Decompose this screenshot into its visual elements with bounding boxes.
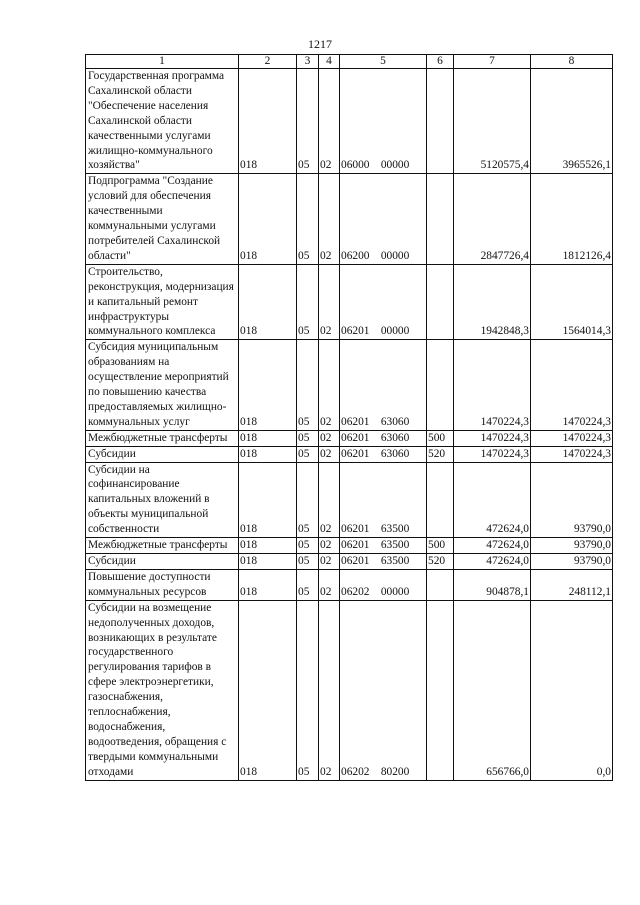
section-code-cell: 05 <box>297 174 319 264</box>
amount-year1-cell: 1942848,3 <box>454 264 531 340</box>
subsection-code-cell: 02 <box>319 340 340 430</box>
expense-type-cell <box>427 264 454 340</box>
amount-year2-cell: 93790,0 <box>531 538 613 554</box>
table-row <box>86 430 613 446</box>
program-code: 06201 <box>341 555 370 567</box>
amount-year1-cell: 904878,1 <box>454 569 531 600</box>
table-row <box>86 554 613 570</box>
target-article-cell <box>340 446 427 462</box>
ministry-code-cell: 018 <box>239 430 297 446</box>
program-code: 06202 <box>341 585 370 598</box>
table-body <box>86 69 613 781</box>
amount-year1-cell: 5120575,4 <box>454 69 531 174</box>
program-code: 06201 <box>341 325 370 338</box>
expense-name-cell: Субсидии на софинансирование капитальных вложений в объекты муниципальной собственности <box>86 462 239 538</box>
program-code: 06201 <box>341 431 370 444</box>
ministry-code-cell: 018 <box>239 538 297 554</box>
program-code: 06201 <box>341 415 370 428</box>
column-header: 4 <box>319 55 340 69</box>
amount-year2-cell: 1812126,4 <box>531 174 613 264</box>
column-header: 7 <box>454 55 531 69</box>
direction-code: 63500 <box>380 555 410 567</box>
target-article-cell <box>340 538 427 554</box>
column-header: 8 <box>531 55 613 69</box>
section-code-cell: 05 <box>297 69 319 174</box>
section-code-cell: 05 <box>297 264 319 340</box>
ministry-code-cell: 018 <box>239 600 297 780</box>
expense-name-cell: Межбюджетные трансферты <box>86 430 239 446</box>
subsection-code-cell: 02 <box>319 264 340 340</box>
subsection-code-cell: 02 <box>319 430 340 446</box>
subsection-code-cell: 02 <box>319 554 340 570</box>
expense-name-cell: Субсидии <box>86 554 239 570</box>
expense-type-cell <box>427 600 454 780</box>
program-code: 06201 <box>341 447 370 460</box>
table-row <box>86 538 613 554</box>
target-article-cell <box>340 600 427 780</box>
expense-type-cell: 500 <box>427 430 454 446</box>
amount-year2-cell: 1470224,3 <box>531 446 613 462</box>
section-code-cell: 05 <box>297 569 319 600</box>
target-article-cell <box>340 430 427 446</box>
section-code-cell: 05 <box>297 430 319 446</box>
section-code-cell: 05 <box>297 554 319 570</box>
expense-type-cell: 520 <box>427 446 454 462</box>
amount-year2-cell: 248112,1 <box>531 569 613 600</box>
target-article-cell <box>340 462 427 538</box>
table-row <box>86 340 613 430</box>
subsection-code-cell: 02 <box>319 446 340 462</box>
table-row <box>86 174 613 264</box>
expense-name-cell: Строительство, реконструкция, модернизация и капитальный ремонт инфраструктуры коммунального комплекса <box>86 264 239 340</box>
amount-year1-cell: 472624,0 <box>454 462 531 538</box>
section-code-cell: 05 <box>297 462 319 538</box>
table-row <box>86 446 613 462</box>
target-article-cell <box>340 340 427 430</box>
direction-code: 00000 <box>380 249 410 262</box>
table-row <box>86 462 613 538</box>
subsection-code-cell: 02 <box>319 174 340 264</box>
section-code-cell: 05 <box>297 600 319 780</box>
direction-code: 63500 <box>380 523 410 536</box>
table-row <box>86 600 613 780</box>
direction-code: 63060 <box>380 431 410 444</box>
direction-code: 00000 <box>380 585 410 598</box>
column-header: 3 <box>297 55 319 69</box>
section-code-cell: 05 <box>297 340 319 430</box>
amount-year2-cell: 1470224,3 <box>531 430 613 446</box>
table-row <box>86 69 613 174</box>
program-code: 06202 <box>341 765 370 778</box>
expense-type-cell: 520 <box>427 554 454 570</box>
column-header: 5 <box>340 55 427 69</box>
amount-year2-cell: 0,0 <box>531 600 613 780</box>
program-code: 06201 <box>341 539 370 552</box>
amount-year1-cell: 1470224,3 <box>454 446 531 462</box>
amount-year1-cell: 656766,0 <box>454 600 531 780</box>
section-code-cell: 05 <box>297 446 319 462</box>
ministry-code-cell: 018 <box>239 554 297 570</box>
direction-code: 80200 <box>380 765 410 778</box>
amount-year1-cell: 1470224,3 <box>454 430 531 446</box>
amount-year2-cell: 93790,0 <box>531 554 613 570</box>
ministry-code-cell: 018 <box>239 69 297 174</box>
amount-year2-cell: 3965526,1 <box>531 69 613 174</box>
target-article-cell <box>340 69 427 174</box>
program-code: 06200 <box>341 249 370 262</box>
table-row <box>86 264 613 340</box>
subsection-code-cell: 02 <box>319 538 340 554</box>
column-header: 6 <box>427 55 454 69</box>
page-number: 1217 <box>308 37 332 51</box>
ministry-code-cell: 018 <box>239 340 297 430</box>
target-article-cell <box>340 554 427 570</box>
direction-code: 00000 <box>380 159 410 172</box>
expense-name-cell: Государственная программа Сахалинской области "Обеспечение населения Сахалинской области качественными услугами жилищно-коммунального хозяйства" <box>86 69 239 174</box>
direction-code: 63060 <box>380 447 410 460</box>
expense-name-cell: Субсидия муниципальным образованиям на осуществление мероприятий по повышению качества предоставляемых жилищно-коммунальных услуг <box>86 340 239 430</box>
amount-year1-cell: 472624,0 <box>454 554 531 570</box>
header-row <box>86 55 613 69</box>
expense-type-cell <box>427 462 454 538</box>
ministry-code-cell: 018 <box>239 174 297 264</box>
subsection-code-cell: 02 <box>319 462 340 538</box>
section-code-cell: 05 <box>297 538 319 554</box>
expense-name-cell: Повышение доступности коммунальных ресурсов <box>86 569 239 600</box>
ministry-code-cell: 018 <box>239 462 297 538</box>
amount-year1-cell: 472624,0 <box>454 538 531 554</box>
expense-type-cell <box>427 340 454 430</box>
amount-year1-cell: 2847726,4 <box>454 174 531 264</box>
amount-year2-cell: 1564014,3 <box>531 264 613 340</box>
direction-code: 63060 <box>380 415 410 428</box>
column-header: 1 <box>86 55 239 69</box>
program-code: 06201 <box>341 523 370 536</box>
expense-name-cell: Субсидии на возмещение недополученных доходов, возникающих в результате государственного регулирования тарифов в сфере электроэнергетики, газоснабжения, теплоснабжения, водоснабжения, водоотведения, обращения с твердыми коммунальными отходами <box>86 600 239 780</box>
amount-year2-cell: 93790,0 <box>531 462 613 538</box>
expense-type-cell <box>427 174 454 264</box>
direction-code: 63500 <box>380 539 410 552</box>
expense-name-cell: Субсидии <box>86 446 239 462</box>
amount-year2-cell: 1470224,3 <box>531 340 613 430</box>
subsection-code-cell: 02 <box>319 600 340 780</box>
ministry-code-cell: 018 <box>239 569 297 600</box>
expense-type-cell <box>427 69 454 174</box>
target-article-cell <box>340 569 427 600</box>
subsection-code-cell: 02 <box>319 569 340 600</box>
amount-year1-cell: 1470224,3 <box>454 340 531 430</box>
column-header: 2 <box>239 55 297 69</box>
expense-name-cell: Подпрограмма "Создание условий для обеспечения качественными коммунальными услугами потребителей Сахалинской области" <box>86 174 239 264</box>
subsection-code-cell: 02 <box>319 69 340 174</box>
target-article-cell <box>340 264 427 340</box>
program-code: 06000 <box>341 159 370 172</box>
target-article-cell <box>340 174 427 264</box>
direction-code: 00000 <box>380 325 410 338</box>
expense-name-cell: Межбюджетные трансферты <box>86 538 239 554</box>
ministry-code-cell: 018 <box>239 446 297 462</box>
expense-type-cell: 500 <box>427 538 454 554</box>
budget-table <box>85 54 613 781</box>
table-row <box>86 569 613 600</box>
expense-type-cell <box>427 569 454 600</box>
ministry-code-cell: 018 <box>239 264 297 340</box>
